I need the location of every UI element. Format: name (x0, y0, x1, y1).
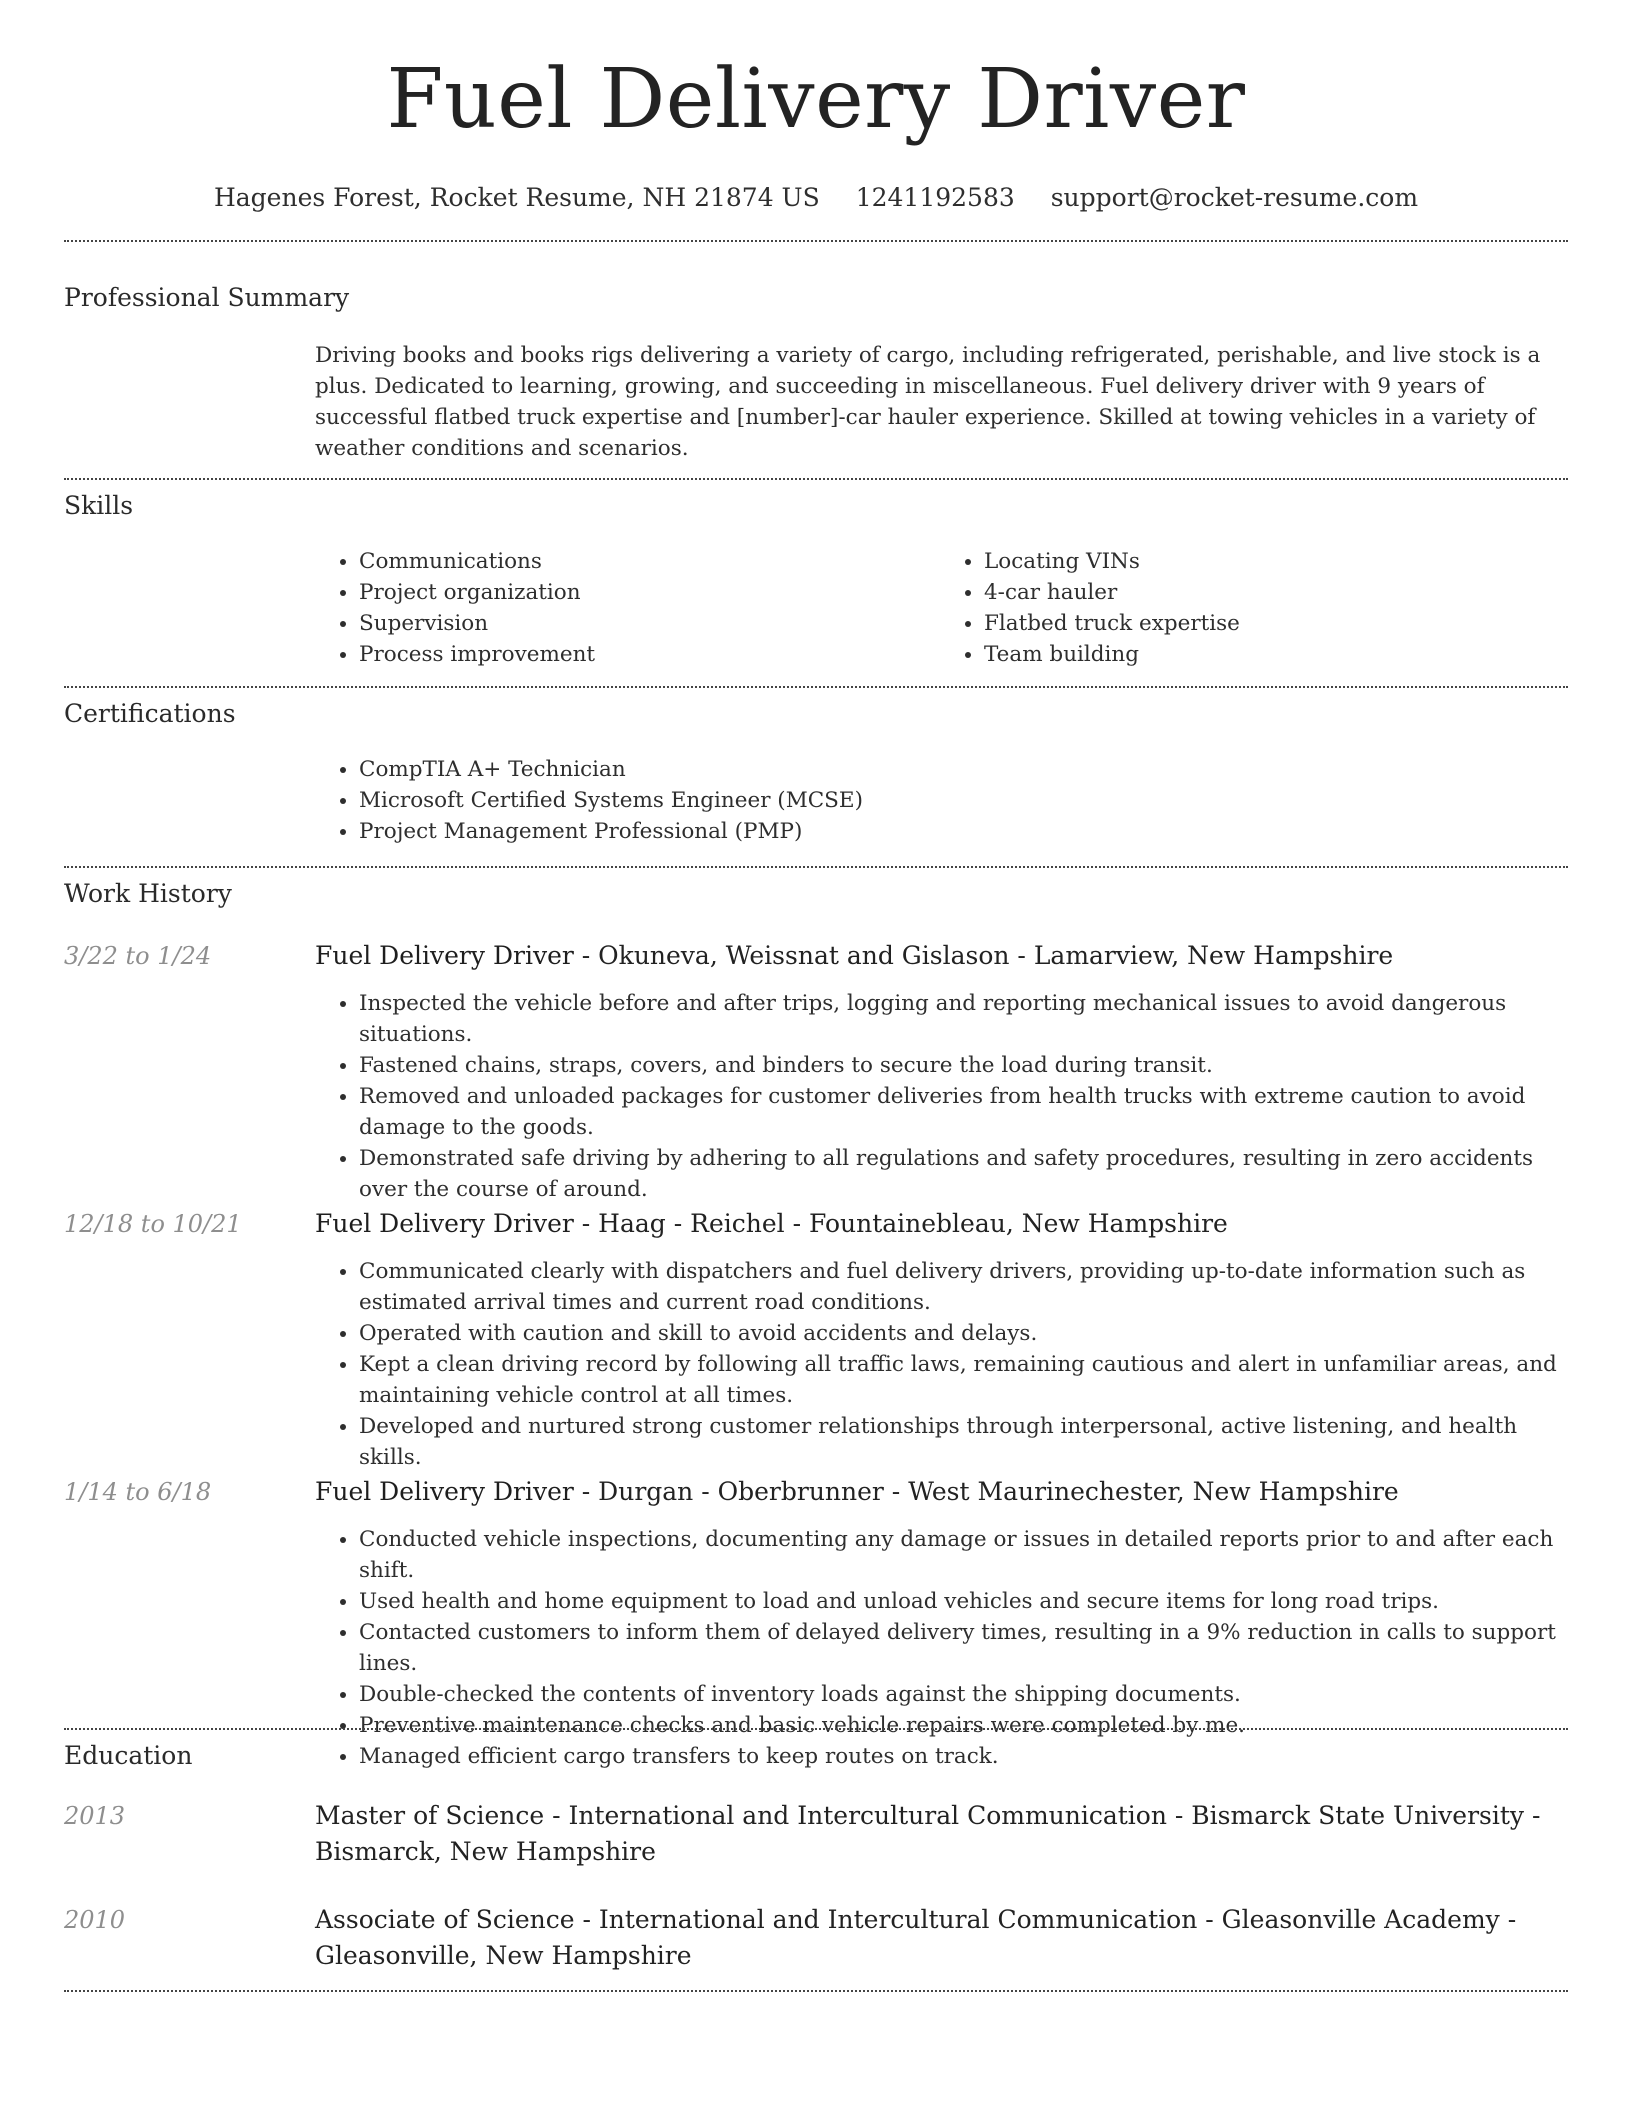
job-duties (315, 1256, 1565, 1473)
job-dates: 12/18 to 10/21 (64, 1210, 242, 1238)
skill-item: • Team building (984, 639, 1565, 670)
skills-list (315, 546, 1565, 670)
summary-block (315, 340, 1565, 464)
skill-item: • Supervision (359, 608, 940, 639)
summary-text: Driving books and books rigs delivering a variety of cargo, including refrigerated, perishable, and live stock is a plus. Dedicated to learning, growing, and succeeding in miscellaneous. Fuel delivery driver with 9 years of successful flatbed truck expertise and [number]-car hauler experience. Skilled at towing vehicles in a variety of weather conditions and scenarios. (315, 343, 1541, 461)
job-employer-location: - Okuneva, Weissnat and Gislason - Lamarview, New Hampshire (573, 941, 1394, 970)
section-divider (64, 1728, 1568, 1730)
education-title (315, 1798, 1565, 1870)
education-year: 2013 (64, 1802, 126, 1830)
certification-item: • Microsoft Certified Systems Engineer (MCSE) (359, 785, 1565, 816)
certifications-list (315, 754, 1565, 847)
job-employer-location: - Haag - Reichel - Fountainebleau, New Hampshire (573, 1209, 1228, 1238)
section-divider (64, 240, 1568, 242)
certification-item: • Project Management Professional (PMP) (359, 816, 1565, 847)
job-entry (315, 940, 1565, 1205)
job-role: Fuel Delivery Driver (315, 1477, 574, 1506)
job-title (315, 1208, 1565, 1240)
job-duty: • Managed efficient cargo transfers to keep routes on track. (359, 1741, 1565, 1772)
job-role: Fuel Delivery Driver (315, 941, 574, 970)
job-duty: • Kept a clean driving record by following all traffic laws, remaining cautious and alert in unfamiliar areas, and maintaining vehicle control at all times. (359, 1349, 1565, 1411)
job-duty: • Communicated clearly with dispatchers and fuel delivery drivers, providing up-to-date information such as estimated arrival times and current road conditions. (359, 1256, 1565, 1318)
skill-item: • Locating VINs (984, 546, 1565, 577)
skill-item: • 4-car hauler (984, 577, 1565, 608)
skills-column-right (940, 546, 1565, 670)
job-employer-location: - Durgan - Oberbrunner - West Maurinechester, New Hampshire (573, 1477, 1399, 1506)
job-entry (315, 1208, 1565, 1473)
skill-item: • Project organization (359, 577, 940, 608)
education-degree: Associate of Science - International and Intercultural Communication (315, 1905, 1198, 1934)
job-duty: • Inspected the vehicle before and after trips, logging and reporting mechanical issues to avoid dangerous situations. (359, 988, 1565, 1050)
job-dates: 3/22 to 1/24 (64, 942, 212, 970)
summary-heading: Professional Summary (64, 283, 350, 312)
job-duty: • Fastened chains, straps, covers, and binders to secure the load during transit. (359, 1050, 1565, 1081)
contact-phone: 1241192583 (855, 183, 1015, 212)
skills-heading: Skills (64, 491, 134, 520)
education-year: 2010 (64, 1906, 126, 1934)
education-entry (315, 1902, 1565, 1974)
job-title (315, 1476, 1565, 1508)
education-degree: Master of Science - International and Intercultural Communication (315, 1801, 1167, 1830)
resume-header (0, 0, 1632, 214)
job-title (315, 940, 1565, 972)
job-duty: • Used health and home equipment to load and unload vehicles and secure items for long road trips. (359, 1586, 1565, 1617)
job-duties (315, 1524, 1565, 1772)
education-school-location: - Gleasonville Academy - Gleasonville, New Hampshire (315, 1905, 1517, 1970)
job-role: Fuel Delivery Driver (315, 1209, 574, 1238)
section-divider (64, 1990, 1568, 1992)
skills-column-left (315, 546, 940, 670)
certification-item: • CompTIA A+ Technician (359, 754, 1565, 785)
job-duty: • Conducted vehicle inspections, documenting any damage or issues in detailed reports prior to and after each shift. (359, 1524, 1565, 1586)
skill-item: • Communications (359, 546, 940, 577)
section-divider (64, 866, 1568, 868)
skill-item: • Process improvement (359, 639, 940, 670)
job-duties (315, 988, 1565, 1205)
education-school-location: - Bismarck State University - Bismarck, New Hampshire (315, 1801, 1541, 1866)
education-title (315, 1902, 1565, 1974)
job-duty: • Demonstrated safe driving by adhering to all regulations and safety procedures, resulting in zero accidents over the course of around. (359, 1143, 1565, 1205)
certifications-heading: Certifications (64, 699, 236, 728)
contact-address: Hagenes Forest, Rocket Resume, NH 21874 US (213, 183, 820, 212)
job-duty: • Removed and unloaded packages for customer deliveries from health trucks with extreme caution to avoid damage to the goods. (359, 1081, 1565, 1143)
job-duty: • Developed and nurtured strong customer relationships through interpersonal, active listening, and health skills. (359, 1411, 1565, 1473)
contact-line (0, 182, 1632, 214)
section-divider (64, 478, 1568, 480)
job-duty: • Contacted customers to inform them of delayed delivery times, resulting in a 9% reduction in calls to support lines. (359, 1617, 1565, 1679)
job-dates: 1/14 to 6/18 (64, 1478, 212, 1506)
candidate-name: Fuel Delivery Driver (386, 52, 1246, 147)
education-entry (315, 1798, 1565, 1870)
job-duty: • Operated with caution and skill to avoid accidents and delays. (359, 1318, 1565, 1349)
job-duty: • Double-checked the contents of inventory loads against the shipping documents. (359, 1679, 1565, 1710)
contact-email: support@rocket-resume.com (1050, 183, 1419, 212)
education-heading: Education (64, 1741, 193, 1770)
job-duty: • Preventive maintenance checks and basic vehicle repairs were completed by me. (359, 1710, 1565, 1741)
work-history-heading: Work History (64, 879, 232, 908)
skill-item: • Flatbed truck expertise (984, 608, 1565, 639)
section-divider (64, 686, 1568, 688)
